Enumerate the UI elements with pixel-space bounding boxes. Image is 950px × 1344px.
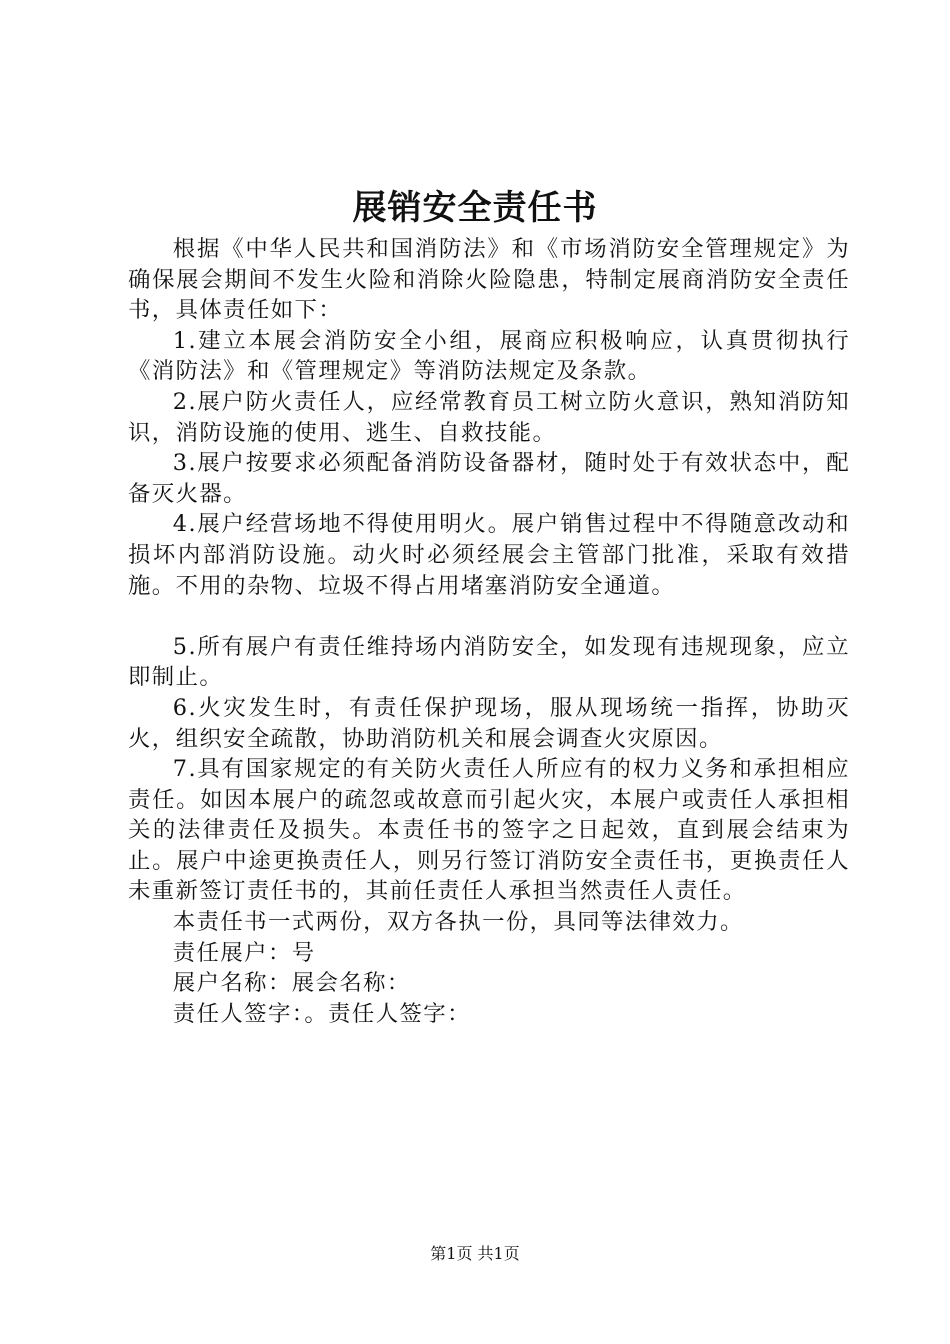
intro-paragraph: 根据《中华人民共和国消防法》和《市场消防安全管理规定》为确保展会期间不发生火险和消除火险隐患，特制定展商消防安全责任书，具体责任如下： [128,236,850,324]
document-body [128,234,850,1029]
clause-2: 2.展户防火责任人，应经常教育员工树立防火意识，熟知消防知识，消防设施的使用、逃生、自救技能。 [128,388,850,446]
exhibitor-number-field: 责任展户：号 [172,939,316,966]
clause-4: 4.展户经营场地不得使用明火。展户销售过程中不得随意改动和损坏内部消防设施。动火时必须经展会主管部门批准，采取有效措施。不用的杂物、垃圾不得占用堵塞消防安全通道。 [128,511,850,599]
clause-7: 7.具有国家规定的有关防火责任人所应有的权力义务和承担相应责任。如因本展户的疏忽或故意而引起火灾，本展户或责任人承担相关的法律责任及损失。本责任书的签字之日起效，直到展会结束为止。展户中途更换责任人，则另行签订消防安全责任书，更换责任人未重新签订责任书的，其前任责任人承担当然责任人责任。 [128,756,850,905]
copies-statement: 本责任书一式两份，双方各执一份，具同等法律效力。 [172,909,744,936]
clause-3: 3.展户按要求必须配备消防设备器材，随时处于有效状态中，配备灭火器。 [128,450,850,507]
page-footer: 第1页 共1页 [430,1244,520,1263]
clause-1: 1.建立本展会消防安全小组，展商应积极响应，认真贯彻执行《消防法》和《管理规定》等消防法规定及条款。 [128,327,850,385]
exhibitor-name-field: 展户名称：展会名称： [172,970,411,997]
clause-5: 5.所有展户有责任维持场内消防安全，如发现有违规现象，应立即制止。 [128,633,850,691]
clause-6: 6.火灾发生时，有责任保护现场，服从现场统一指挥，协助灭火，组织安全疏散，协助消防机关和展会调查火灾原因。 [128,694,850,752]
signature-field: 责任人签字：。责任人签字： [172,1000,471,1027]
document-title: 展销安全责任书 [352,188,598,228]
